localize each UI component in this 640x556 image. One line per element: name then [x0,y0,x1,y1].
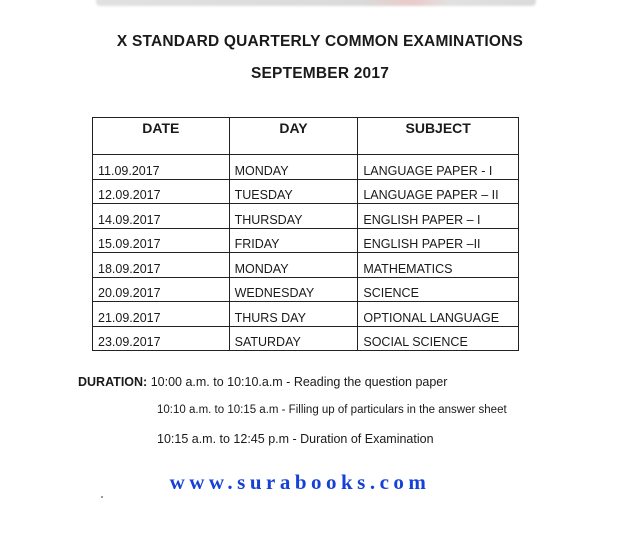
exam-title: X STANDARD QUARTERLY COMMON EXAMINATIONS [116,33,524,50]
day-cell: MONDAY [229,253,358,278]
table-row [93,155,519,180]
date-cell: 15.09.2017 [93,228,230,253]
table-row [93,253,519,278]
day-cell: TUESDAY [229,179,358,204]
subject-cell: ENGLISH PAPER –II [358,228,519,253]
date-cell: 12.09.2017 [93,179,230,204]
exam-schedule-table [92,117,519,351]
day-cell: THURSDAY [229,204,358,229]
duration-label: DURATION: [78,375,148,389]
subject-cell: SCIENCE [358,277,519,302]
exam-month: SEPTEMBER 2017 [250,65,390,82]
column-header-subject: SUBJECT [358,118,519,155]
date-cell: 11.09.2017 [93,155,230,180]
date-cell: 21.09.2017 [93,302,230,327]
table-row [93,179,519,204]
subject-cell: ENGLISH PAPER – I [358,204,519,229]
date-cell: 14.09.2017 [93,204,230,229]
table-header-row [93,118,519,155]
table-row [93,326,519,351]
date-cell: 20.09.2017 [93,277,230,302]
table-row [93,228,519,253]
date-cell: 23.09.2017 [93,326,230,351]
subject-cell: MATHEMATICS [358,253,519,278]
day-cell: FRIDAY [229,228,358,253]
table-row [93,302,519,327]
website-link[interactable]: www.surabooks.com [169,470,431,494]
column-header-date: DATE [93,118,230,155]
day-cell: WEDNESDAY [229,277,358,302]
subject-cell: LANGUAGE PAPER - I [358,155,519,180]
day-cell: MONDAY [229,155,358,180]
table-row [93,277,519,302]
cropped-header-strip [96,0,536,6]
duration-line-particulars: 10:10 a.m. to 10:15 a.m - Filling up of particulars in the answer sheet [157,404,507,416]
column-header-day: DAY [229,118,358,155]
date-cell: 18.09.2017 [93,253,230,278]
duration-line-reading [78,375,447,389]
day-cell: SATURDAY [229,326,358,351]
subject-cell: SOCIAL SCIENCE [358,326,519,351]
table-row [93,204,519,229]
day-cell: THURS DAY [229,302,358,327]
duration-line-examination: 10:15 a.m. to 12:45 p.m - Duration of Examination [157,432,434,446]
subject-cell: OPTIONAL LANGUAGE [358,302,519,327]
subject-cell: LANGUAGE PAPER – II [358,179,519,204]
duration-reading-text: 10:00 a.m. to 10:10.a.m - Reading the question paper [150,375,448,389]
scan-speck [101,496,103,498]
